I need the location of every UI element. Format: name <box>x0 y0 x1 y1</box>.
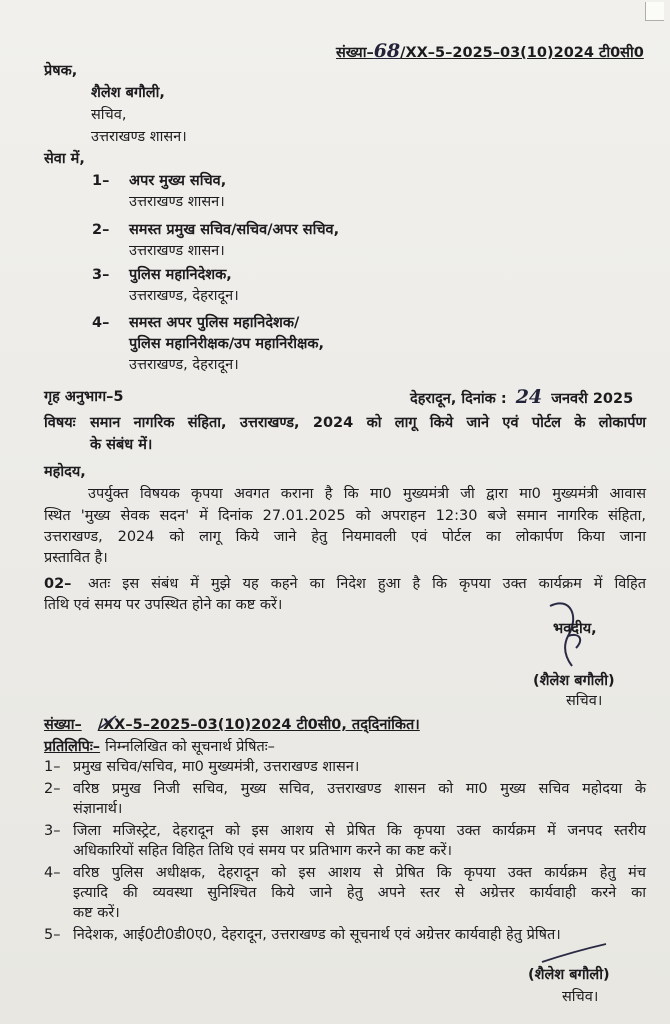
paragraph-num: 02– <box>44 576 72 592</box>
sender-name: शैलेश बगौली, <box>91 85 165 101</box>
copy-item-line: संज्ञानार्थ। <box>73 801 123 817</box>
letter-date <box>410 388 633 408</box>
copy-item-num: 1– <box>44 759 61 775</box>
subject-line: के संबंध में। <box>90 437 153 453</box>
recipient-line: उत्तराखण्ड शासन। <box>129 243 225 259</box>
signatory-name: (शैलेश बगौली) <box>533 673 615 689</box>
closing-regards: भवदीय, <box>553 621 597 637</box>
date-day-handwritten: 24 <box>515 386 543 408</box>
copy-item-line: कष्ट करें। <box>73 905 120 921</box>
copy-item-line: वरिष्ठ प्रमुख निजी सचिव, मुख्य सचिव, उत्तराखण्ड शासन को मा0 मुख्य सचिव महोदया के <box>73 781 646 797</box>
paragraph-line: उपर्युक्त विषयक कृपया अवगत कराना है कि मा0 मुख्यमंत्री जी द्वारा मा0 मुख्यमंत्री आवास <box>88 486 646 502</box>
handwritten-slash <box>98 712 118 734</box>
copy-label: प्रतिलिपिः– <box>44 739 101 755</box>
page-corner <box>645 2 664 21</box>
paragraph-line: अतः इस संबंध में मुझे यह कहने का निदेश हुआ है कि कृपया उक्त कार्यक्रम में विहित <box>88 576 646 592</box>
paragraph-line: स्थित 'मुख्य सेवक सदन' में दिनांक 27.01.2025 को अपराहन 12:30 बजे समान नागरिक संहिता, <box>44 508 646 524</box>
signatory-designation: सचिव। <box>566 693 603 709</box>
copy-item-line: अधिकारियों सहित विहित तिथि एवं समय पर प्रतिभाग करने का कष्ट करें। <box>73 843 452 859</box>
paragraph-line: उत्तराखण्ड, 2024 को लागू किये जाने हेतु नियमावली एवं पोर्टल का लोकार्पण किया जाना <box>44 529 646 545</box>
recipient-line: समस्त प्रमुख सचिव/सचिव/अपर सचिव, <box>129 222 340 238</box>
copy-intro <box>44 738 275 756</box>
section-name: गृह अनुभाग–5 <box>44 389 124 405</box>
date-month-year: जनवरी 2025 <box>551 391 634 407</box>
subject-label: विषयः <box>44 415 76 431</box>
sender-label: प्रेषक, <box>44 63 78 79</box>
copy-item-line: वरिष्ठ पुलिस अधीक्षक, देहरादून को इस आशय से प्रेषित कि कृपया उक्त कार्यक्रम हेतु मंच <box>73 865 646 881</box>
ref-rest: /XX–5–2025–03(10)2024 टी0सी0, तद्‌दिनांकित। <box>97 717 420 733</box>
copy-intro-text: निम्नलिखित को सूचनार्थ प्रेषितः– <box>105 739 275 755</box>
recipients-label: सेवा में, <box>44 151 85 167</box>
recipient-line: उत्तराखण्ड, देहरादून। <box>129 357 239 373</box>
ref-rest: /XX–5–2025–03(10)2024 टी0सी0 <box>400 45 644 61</box>
copy-item-num: 5– <box>44 927 61 943</box>
copy-item-num: 3– <box>44 823 61 839</box>
copy-item-num: 4– <box>44 865 61 881</box>
recipient-line: उत्तराखण्ड शासन। <box>129 194 225 210</box>
signatory-name-2: (शैलेश बगौली) <box>528 967 610 983</box>
recipient-line: उत्तराखण्ड, देहरादून। <box>129 288 239 304</box>
recipient-line: समस्त अपर पुलिस महानिदेशक/ <box>129 315 300 331</box>
paragraph-line: तिथि एवं समय पर उपस्थित होने का कष्ट करें। <box>44 597 283 613</box>
copy-item-line: इत्यादि की व्यवस्था सुनिश्चित किये जाने हेतु अपने स्तर से अग्रेत्तर कार्यवाही करने का <box>73 885 646 901</box>
copy-item-line: निदेशक, आई0टी0डी0ए0, देहरादून, उत्तराखण्ड को सूचनार्थ एवं अग्रेत्तर कार्यवाही हेतु प्रेषित। <box>73 927 561 943</box>
copy-item-num: 2– <box>44 781 61 797</box>
recipient-num: 3– <box>92 267 110 283</box>
subject-line: समान नागरिक संहिता, उत्तराखण्ड, 2024 को लागू किये जाने एवं पोर्टल के लोकार्पण <box>90 415 646 431</box>
recipient-num: 2– <box>92 222 110 238</box>
recipient-line: अपर मुख्य सचिव, <box>129 173 227 189</box>
recipient-num: 4– <box>92 315 110 331</box>
ref-label: संख्या– <box>44 717 82 733</box>
copy-item-line: प्रमुख सचिव/सचिव, मा0 मुख्यमंत्री, उत्तराखण्ड शासन। <box>73 759 360 775</box>
copy-item-line: जिला मजिस्ट्रेट, देहरादून को इस आशय से प्रेषित कि कृपया उक्त कार्यक्रम में जनपद स्तरीय <box>73 823 646 839</box>
recipient-num: 1– <box>92 173 110 189</box>
ref-label: संख्या– <box>336 45 374 61</box>
recipient-line: पुलिस महानिरीक्षक/उप महानिरीक्षक, <box>129 336 325 352</box>
paragraph-line: प्रस्तावित है। <box>44 550 108 566</box>
ref-handwritten-number: 68 <box>373 40 401 62</box>
ref-number-top <box>336 42 644 62</box>
salutation: महोदय, <box>44 464 86 480</box>
sender-office: उत्तराखण्ड शासन। <box>91 129 187 145</box>
date-prefix: देहरादून, दिनांक : <box>410 391 507 407</box>
recipient-line: पुलिस महानिदेशक, <box>129 267 232 283</box>
signature-mark-2 <box>540 942 610 968</box>
sender-designation: सचिव, <box>91 107 127 123</box>
signatory-designation-2: सचिव। <box>562 989 599 1005</box>
